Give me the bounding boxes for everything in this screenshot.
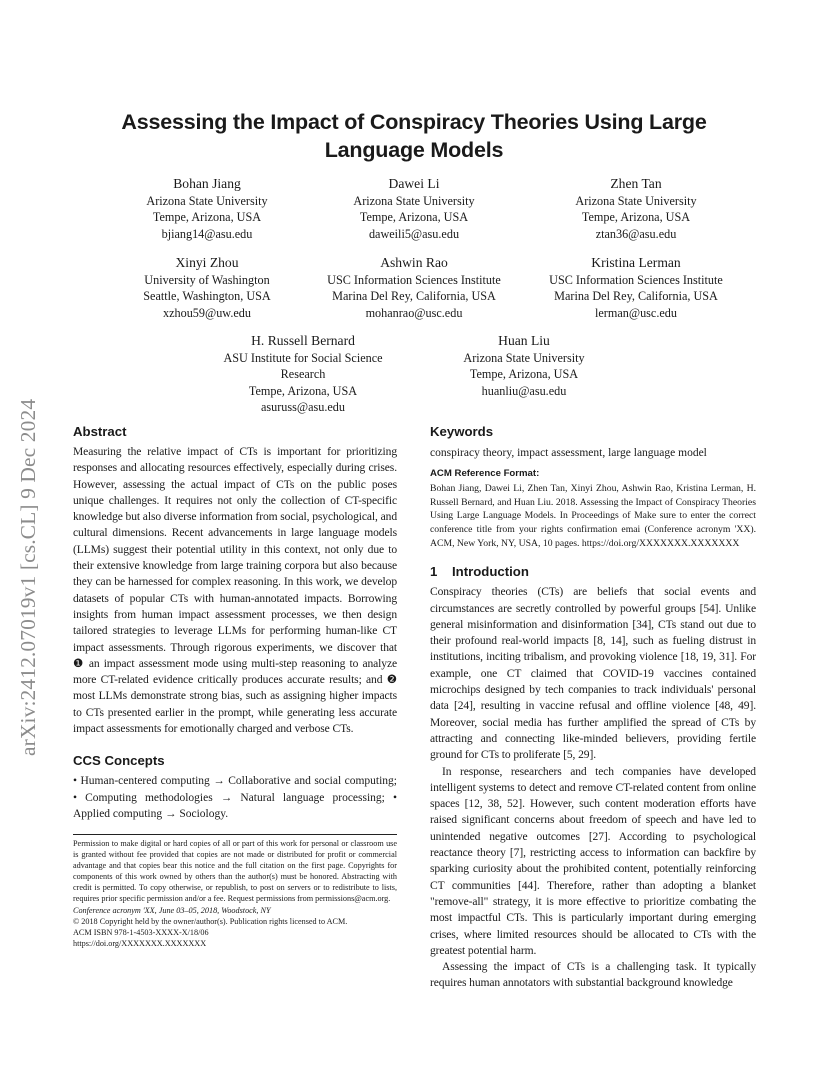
- author-name: Xinyi Zhou: [175, 255, 239, 270]
- author-affiliation: University of Washington: [144, 273, 270, 287]
- keywords-heading: Keywords: [430, 424, 494, 439]
- author-location: Tempe, Arizona, USA: [469, 367, 579, 382]
- author-email: xzhou59@uw.edu: [163, 305, 251, 320]
- author-affiliation: Arizona State University: [575, 194, 697, 208]
- author-location: Tempe, Arizona, USA: [359, 210, 469, 225]
- author-email: ztan36@asu.edu: [595, 226, 677, 241]
- author-location: Tempe, Arizona, USA: [248, 383, 358, 398]
- author-name: Ashwin Rao: [380, 255, 448, 270]
- author-affiliation: Arizona State University: [146, 194, 268, 208]
- acm-reference-heading: ACM Reference Format:: [430, 468, 540, 480]
- author-location: Seattle, Washington, USA: [143, 289, 271, 304]
- author-location: Tempe, Arizona, USA: [581, 210, 691, 225]
- ccs-concepts-heading: CCS Concepts: [73, 753, 165, 769]
- author-name: Bohan Jiang: [173, 176, 241, 191]
- author-location: Marina Del Rey, California, USA: [554, 289, 718, 304]
- intro-paragraph: Assessing the impact of CTs is a challenging task. It typically requires human annotators with substantial background knowledge: [430, 961, 756, 990]
- author-block: [304, 254, 524, 321]
- conference-line: Conference acronym 'XX, June 03–05, 2018, Woodstock, NY: [73, 905, 271, 915]
- arxiv-identifier: [16, 296, 42, 756]
- author-email: bjiang14@asu.edu: [161, 226, 253, 241]
- paper-title: Assessing the Impact of Conspiracy Theories Using Large Language Models: [121, 110, 707, 162]
- author-block: [319, 175, 509, 242]
- doi-line: https://doi.org/XXXXXXX.XXXXXXX: [73, 938, 207, 948]
- author-email: mohanrao@usc.edu: [365, 305, 463, 320]
- permission-notice: Permission to make digital or hard copies of all or part of this work for personal or classroom use is granted without fee provided that copies are not made or distributed for profit or commercial advantage and that copies bear this notice and the full citation on the first page. Copyrights for components of this work owned by others than the author(s) must be honored. Abstracting with credit is permitted. To copy otherwise, or republish, to post on servers or to redistribute to lists, requires prior specific permission and/or a fee. Request permissions from permissions@acm.org.: [73, 839, 397, 904]
- author-block: [112, 175, 302, 242]
- author-email: daweili5@asu.edu: [368, 226, 460, 241]
- isbn-line: ACM ISBN 978-1-4503-XXXX-X/18/06: [73, 927, 209, 937]
- section-number: 1: [430, 564, 438, 580]
- author-email: lerman@usc.edu: [595, 305, 677, 320]
- ccs-concepts-text: • Human-centered computing → Collaborative and social computing; • Computing methodologies → Natural language processing; • Applied computing → Sociology.: [73, 775, 397, 820]
- right-column: [430, 423, 756, 992]
- author-name: Kristina Lerman: [591, 255, 681, 270]
- arxiv-identifier-text: arXiv:2412.07019v1 [cs.CL] 9 Dec 2024: [16, 398, 40, 756]
- author-block: [429, 332, 619, 399]
- author-email: huanliu@asu.edu: [481, 383, 567, 398]
- author-affiliation: Arizona State University: [463, 351, 585, 365]
- author-name: Zhen Tan: [610, 176, 662, 191]
- introduction-heading: [430, 563, 756, 581]
- section-title: Introduction: [452, 564, 529, 580]
- footnote-divider: [73, 834, 397, 835]
- author-location: Marina Del Rey, California, USA: [332, 289, 496, 304]
- author-affiliation: ASU Institute for Social Science Research: [223, 351, 383, 382]
- copyright-line: © 2018 Copyright held by the owner/author(s). Publication rights licensed to ACM.: [73, 916, 348, 926]
- author-block: [97, 254, 317, 321]
- author-affiliation: USC Information Sciences Institute: [327, 273, 501, 287]
- author-block: [526, 254, 746, 321]
- author-location: Tempe, Arizona, USA: [152, 210, 262, 225]
- author-name: Huan Liu: [498, 333, 550, 348]
- author-affiliation: Arizona State University: [353, 194, 475, 208]
- author-block: [208, 332, 398, 415]
- author-name: Dawei Li: [388, 176, 440, 191]
- author-block: [541, 175, 731, 242]
- abstract-text: Measuring the relative impact of CTs is important for prioritizing responses and allocating resources effectively, especially during crises. However, assessing the actual impact of CTs on the public poses unique challenges. It requires not only the collection of CT-specific knowledge but also diverse information from social, psychological, and cultural dimensions. Recent advancements in large language models (LLMs) suggest their potential utility in this context, not only due to their extensive knowledge from large training corpora but also because they can be harnessed for complex reasoning. In this work, we develop datasets of popular CTs with human-annotated impacts. Borrowing insights from human impact assessment processes, we then design tailored strategies to leverage LLMs for performing human-like CT impact assessments. Through rigorous experiments, we discover that ❶ an impact assessment mode using multi-step reasoning to analyze more CT-related evidence critically produces accurate results; and ❷ most LLMs demonstrate strong bias, such as assigning higher impacts to CTs presented earlier in the prompt, while generating less accurate impact assessments for emotionally charged and verbose CTs.: [73, 446, 397, 736]
- author-affiliation: USC Information Sciences Institute: [549, 273, 723, 287]
- keywords-text: conspiracy theory, impact assessment, large language model: [430, 447, 707, 459]
- intro-paragraph: In response, researchers and tech companies have developed intelligent systems to detect and remove CT-related content from online spaces [12, 38, 52]. However, such content moderation efforts have raised significant concerns about freedom of speech and have led to unintended negative outcomes [27]. According to psychological reactance theory [7], restricting access to information can backfire by sparking curiosity about the prohibited content, potentially reinforcing CT communities [44]. Therefore, rather than adopting a blanket "remove-all" strategy, it is more effective to prioritize combating the most impactful CTs. This is particularly important during emerging crises, where limited resources should be allocated to CTs with the greatest potential harm.: [430, 765, 756, 957]
- author-name: H. Russell Bernard: [251, 333, 355, 348]
- left-column: [73, 423, 397, 822]
- intro-paragraph: Conspiracy theories (CTs) are beliefs that social events and circumstances are secretly controlled by powerful groups [54]. Unlike general misinformation and disinformation [34], CTs stand out due to their profound real-world impacts [8, 14], such as fueling distrust in institutions, inciting tribalism, and provoking violence [18, 19, 31]. For example, one CT claimed that COVID-19 vaccines contained microchips designed by tech companies to track individuals' personal data [24], resulting in vaccine refusal and offline violence [48, 49]. Moreover, social media has further amplified the spread of CTs by attracting and connecting like-minded believers, providing fertile ground for CTs to proliferate [5, 29].: [430, 586, 756, 762]
- abstract-heading: Abstract: [73, 424, 127, 439]
- author-email: asuruss@asu.edu: [261, 399, 345, 414]
- copyright-footnote: [73, 838, 397, 949]
- acm-reference-text: Bohan Jiang, Dawei Li, Zhen Tan, Xinyi Zhou, Ashwin Rao, Kristina Lerman, H. Russell Bernard, and Huan Liu. 2018. Assessing the Impact of Conspiracy Theories Using Large Language Models. In Proceedings of Make sure to enter the correct conference title from your rights confirmation emai (Conference acronym 'XX). ACM, New York, NY, USA, 10 pages. https://doi.org/XXXXXXX.XXXXXXX: [430, 483, 756, 549]
